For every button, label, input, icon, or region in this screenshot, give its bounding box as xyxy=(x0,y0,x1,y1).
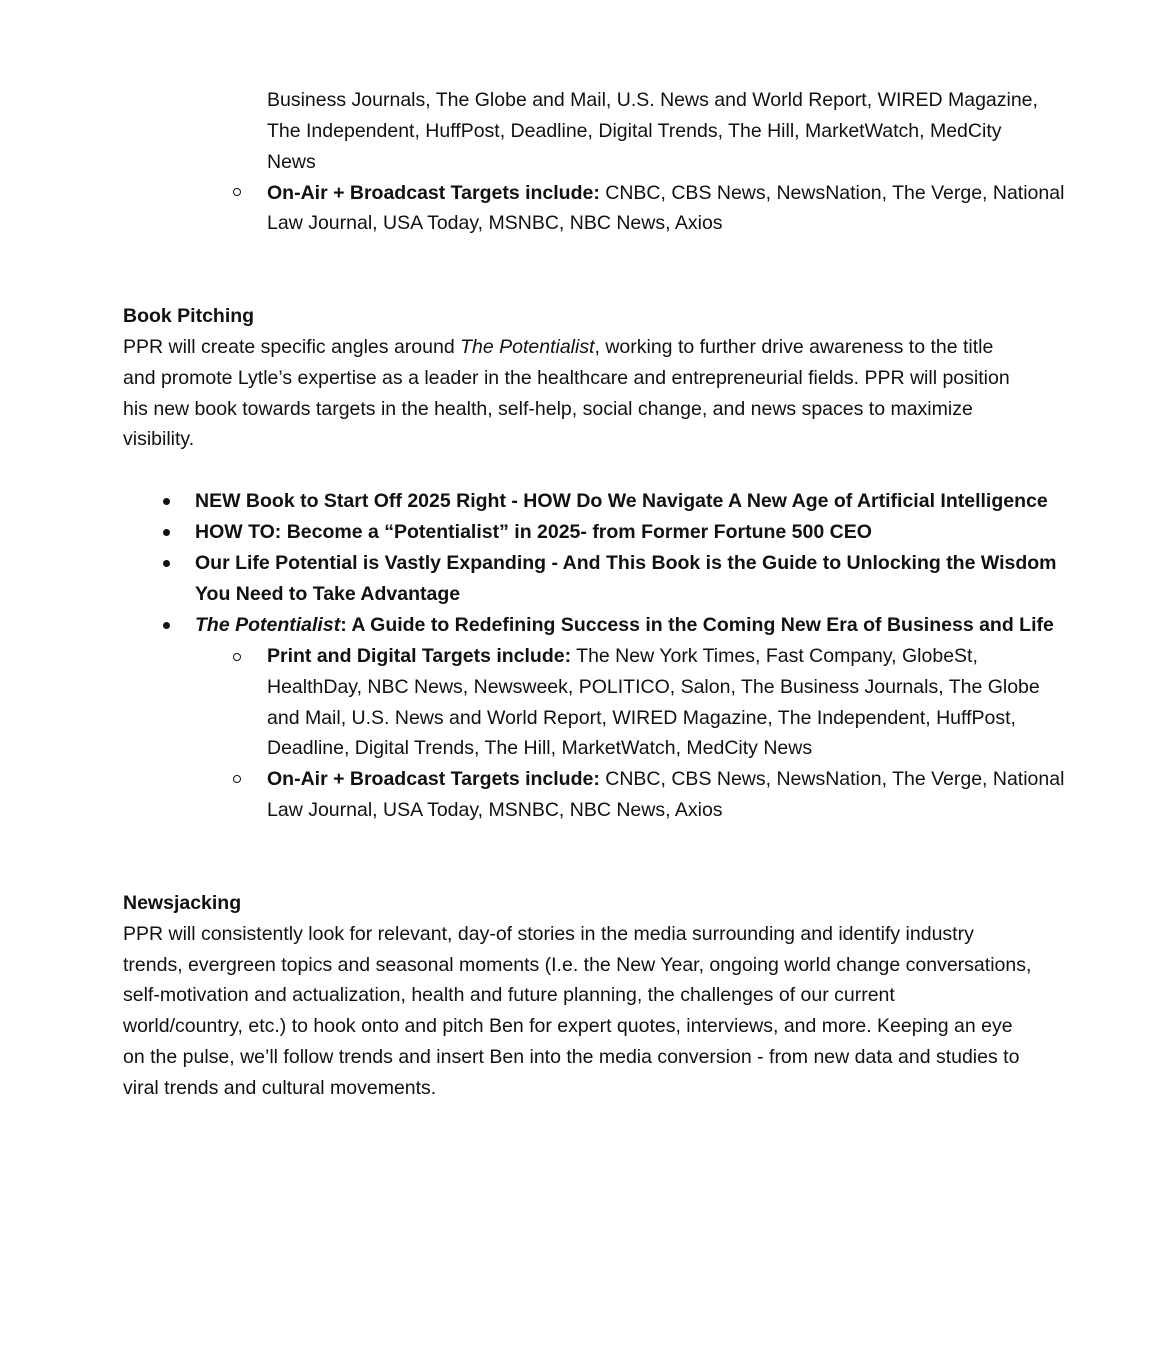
newsjacking-para-line-4: world/country, etc.) to hook onto and pitch Ben for expert quotes, interviews, and more. Keeping an eye xyxy=(123,1015,1013,1037)
newsjacking-para-line-2: trends, evergreen topics and seasonal moments (I.e. the New Year, ongoing world change conversations, xyxy=(123,954,1032,976)
hollow-bullet-icon xyxy=(233,775,241,783)
print-targets-cont-line-1: Business Journals, The Globe and Mail, U.S. News and World Report, WIRED Magazine, xyxy=(267,89,1038,111)
print-targets-cont-line-3: News xyxy=(267,151,316,173)
onair-list-line-1: CNBC, CBS News, NewsNation, The Verge, National xyxy=(599,182,1065,204)
para-text: , working to further drive awareness to the title xyxy=(594,336,994,358)
book-title: The Potentialist xyxy=(195,614,341,636)
onair-label: On-Air + Broadcast Targets include: xyxy=(267,768,600,790)
print-targets-cont-line-2: The Independent, HuffPost, Deadline, Digital Trends, The Hill, MarketWatch, MedCity xyxy=(267,120,1002,142)
print-list-line-1: The New York Times, Fast Company, GlobeSt, xyxy=(571,645,978,667)
print-list-line-3: and Mail, U.S. News and World Report, WIRED Magazine, The Independent, HuffPost, xyxy=(267,707,1016,729)
onair-targets-top xyxy=(267,178,1064,209)
print-label: Print and Digital Targets include: xyxy=(267,645,572,667)
onair-targets xyxy=(267,764,1064,795)
book-title: The Potentialist xyxy=(460,336,595,358)
bullet-icon xyxy=(163,560,170,567)
section-heading-book-pitching: Book Pitching xyxy=(123,305,255,327)
newsjacking-para-line-5: on the pulse, we’ll follow trends and insert Ben into the media conversion - from new data and studies to xyxy=(123,1046,1020,1068)
bullet-icon xyxy=(163,529,170,536)
pitch-angle-4-text: : A Guide to Redefining Success in the Coming New Era of Business and Life xyxy=(340,614,1054,636)
pitch-angle-4 xyxy=(195,610,1054,641)
print-list-line-4: Deadline, Digital Trends, The Hill, MarketWatch, MedCity News xyxy=(267,737,813,759)
bullet-icon xyxy=(163,498,170,505)
onair-list-line-2: Law Journal, USA Today, MSNBC, NBC News, Axios xyxy=(267,212,723,234)
pitch-angle-2: HOW TO: Become a “Potentialist” in 2025- from Former Fortune 500 CEO xyxy=(195,521,872,543)
section-heading-newsjacking: Newsjacking xyxy=(123,892,242,914)
newsjacking-para-line-3: self-motivation and actualization, health and future planning, the challenges of our current xyxy=(123,984,895,1006)
pitch-angle-3-line-1: Our Life Potential is Vastly Expanding - And This Book is the Guide to Unlocking the Wisdom xyxy=(195,552,1057,574)
print-list-line-2: HealthDay, NBC News, Newsweek, POLITICO, Salon, The Business Journals, The Globe xyxy=(267,676,1040,698)
book-pitching-para-line-4: visibility. xyxy=(123,428,195,450)
onair-label: On-Air + Broadcast Targets include: xyxy=(267,182,600,204)
onair-list-line-1: CNBC, CBS News, NewsNation, The Verge, National xyxy=(599,768,1065,790)
newsjacking-para-line-1: PPR will consistently look for relevant, day-of stories in the media surrounding and identify industry xyxy=(123,923,974,945)
pitch-angle-1: NEW Book to Start Off 2025 Right - HOW Do We Navigate A New Age of Artificial Intelligence xyxy=(195,490,1048,512)
hollow-bullet-icon xyxy=(233,188,241,196)
para-text: PPR will create specific angles around xyxy=(123,336,461,358)
onair-list-line-2: Law Journal, USA Today, MSNBC, NBC News, Axios xyxy=(267,799,723,821)
book-pitching-para-line-3: his new book towards targets in the health, self-help, social change, and news spaces to maximize xyxy=(123,398,973,420)
bullet-icon xyxy=(163,622,170,629)
print-targets xyxy=(267,641,978,672)
newsjacking-para-line-6: viral trends and cultural movements. xyxy=(123,1077,437,1099)
book-pitching-para-line-1 xyxy=(123,332,993,363)
pitch-angle-3-line-2: You Need to Take Advantage xyxy=(195,583,461,605)
book-pitching-para-line-2: and promote Lytle’s expertise as a leader in the healthcare and entrepreneurial fields. PPR will position xyxy=(123,367,1010,389)
hollow-bullet-icon xyxy=(233,653,241,661)
